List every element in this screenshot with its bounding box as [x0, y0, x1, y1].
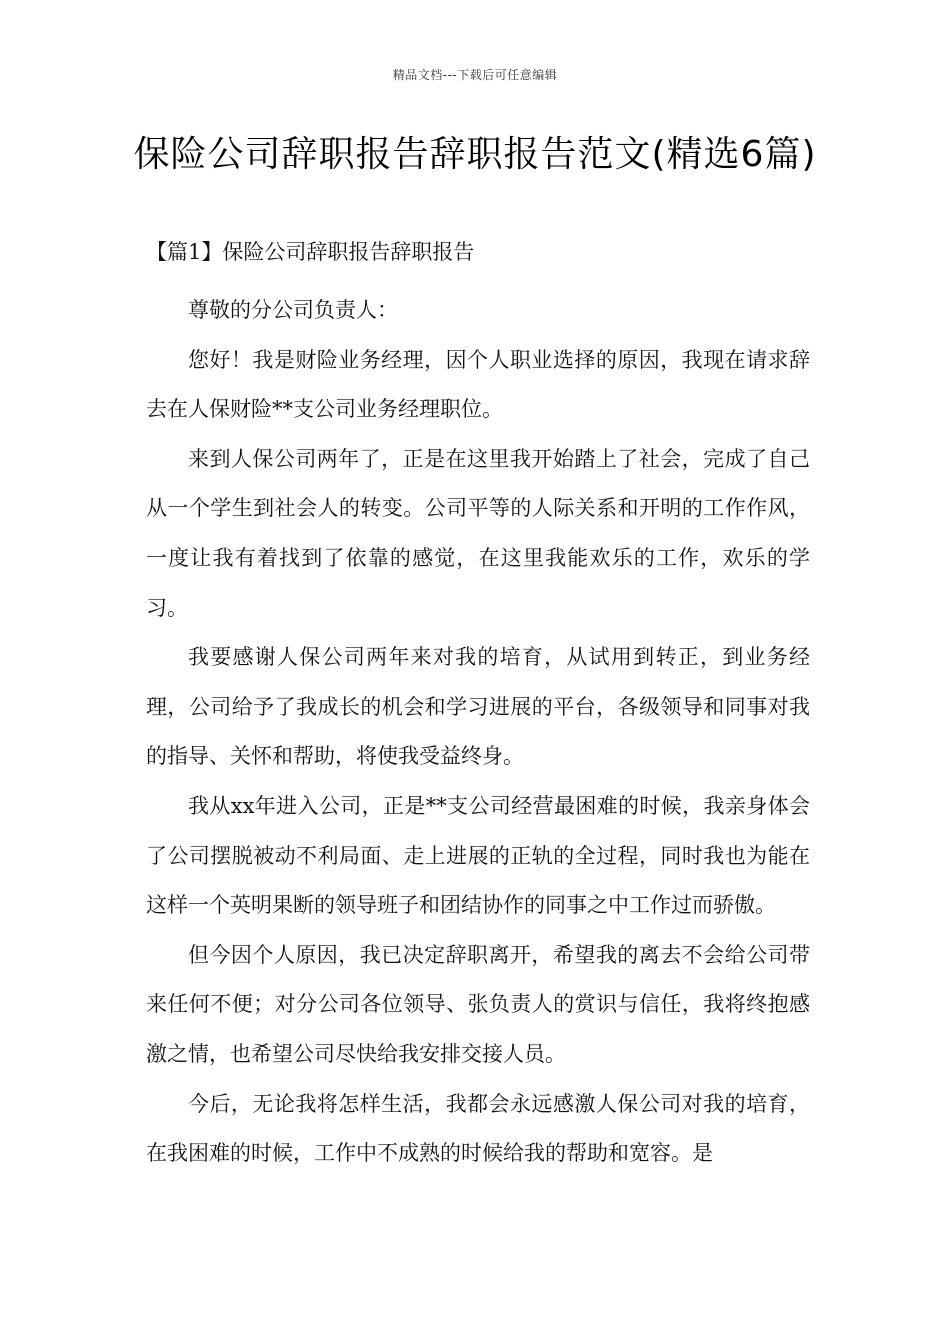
body-paragraph: 您好！我是财险业务经理，因个人职业选择的原因，我现在请求辞去在人保财险**支公司业务经理职位。 [146, 347, 810, 422]
document-body [146, 230, 810, 1179]
section-heading: 【篇1】保险公司辞职报告辞职报告 [146, 240, 475, 264]
body-paragraph: 但今因个人原因，我已决定辞职离开，希望我的离去不会给公司带来任何不便；对分公司各位领导、张负责人的赏识与信任，我将终抱感激之情，也希望公司尽快给我安排交接人员。 [146, 942, 810, 1066]
body-paragraph: 来到人保公司两年了，正是在这里我开始踏上了社会，完成了自己从一个学生到社会人的转变。公司平等的人际关系和开明的工作作风，一度让我有着找到了依靠的感觉，在这里我能欢乐的工作，欢乐的学习。 [146, 446, 810, 620]
salutation-paragraph: 尊敬的分公司负责人： [188, 298, 398, 322]
body-paragraph: 我要感谢人保公司两年来对我的培育，从试用到转正，到业务经理，公司给予了我成长的机会和学习进展的平台，各级领导和同事对我的指导、关怀和帮助，将使我受益终身。 [146, 645, 810, 769]
header-note: 精品文档---下载后可任意编辑 [392, 68, 558, 82]
document-title: 保险公司辞职报告辞职报告范文(精选6篇) [133, 134, 817, 175]
body-paragraph: 我从xx年进入公司，正是**支公司经营最困难的时候，我亲身体会了公司摆脱被动不利局面、走上进展的正轨的全过程，同时我也为能在这样一个英明果断的领导班子和团结协作的同事之中工作过而骄傲。 [146, 793, 810, 918]
body-paragraph: 今后，无论我将怎样生活，我都会永远感激人保公司对我的培育，在我困难的时候，工作中不成熟的时候给我的帮助和宽容。是 [146, 1091, 810, 1166]
